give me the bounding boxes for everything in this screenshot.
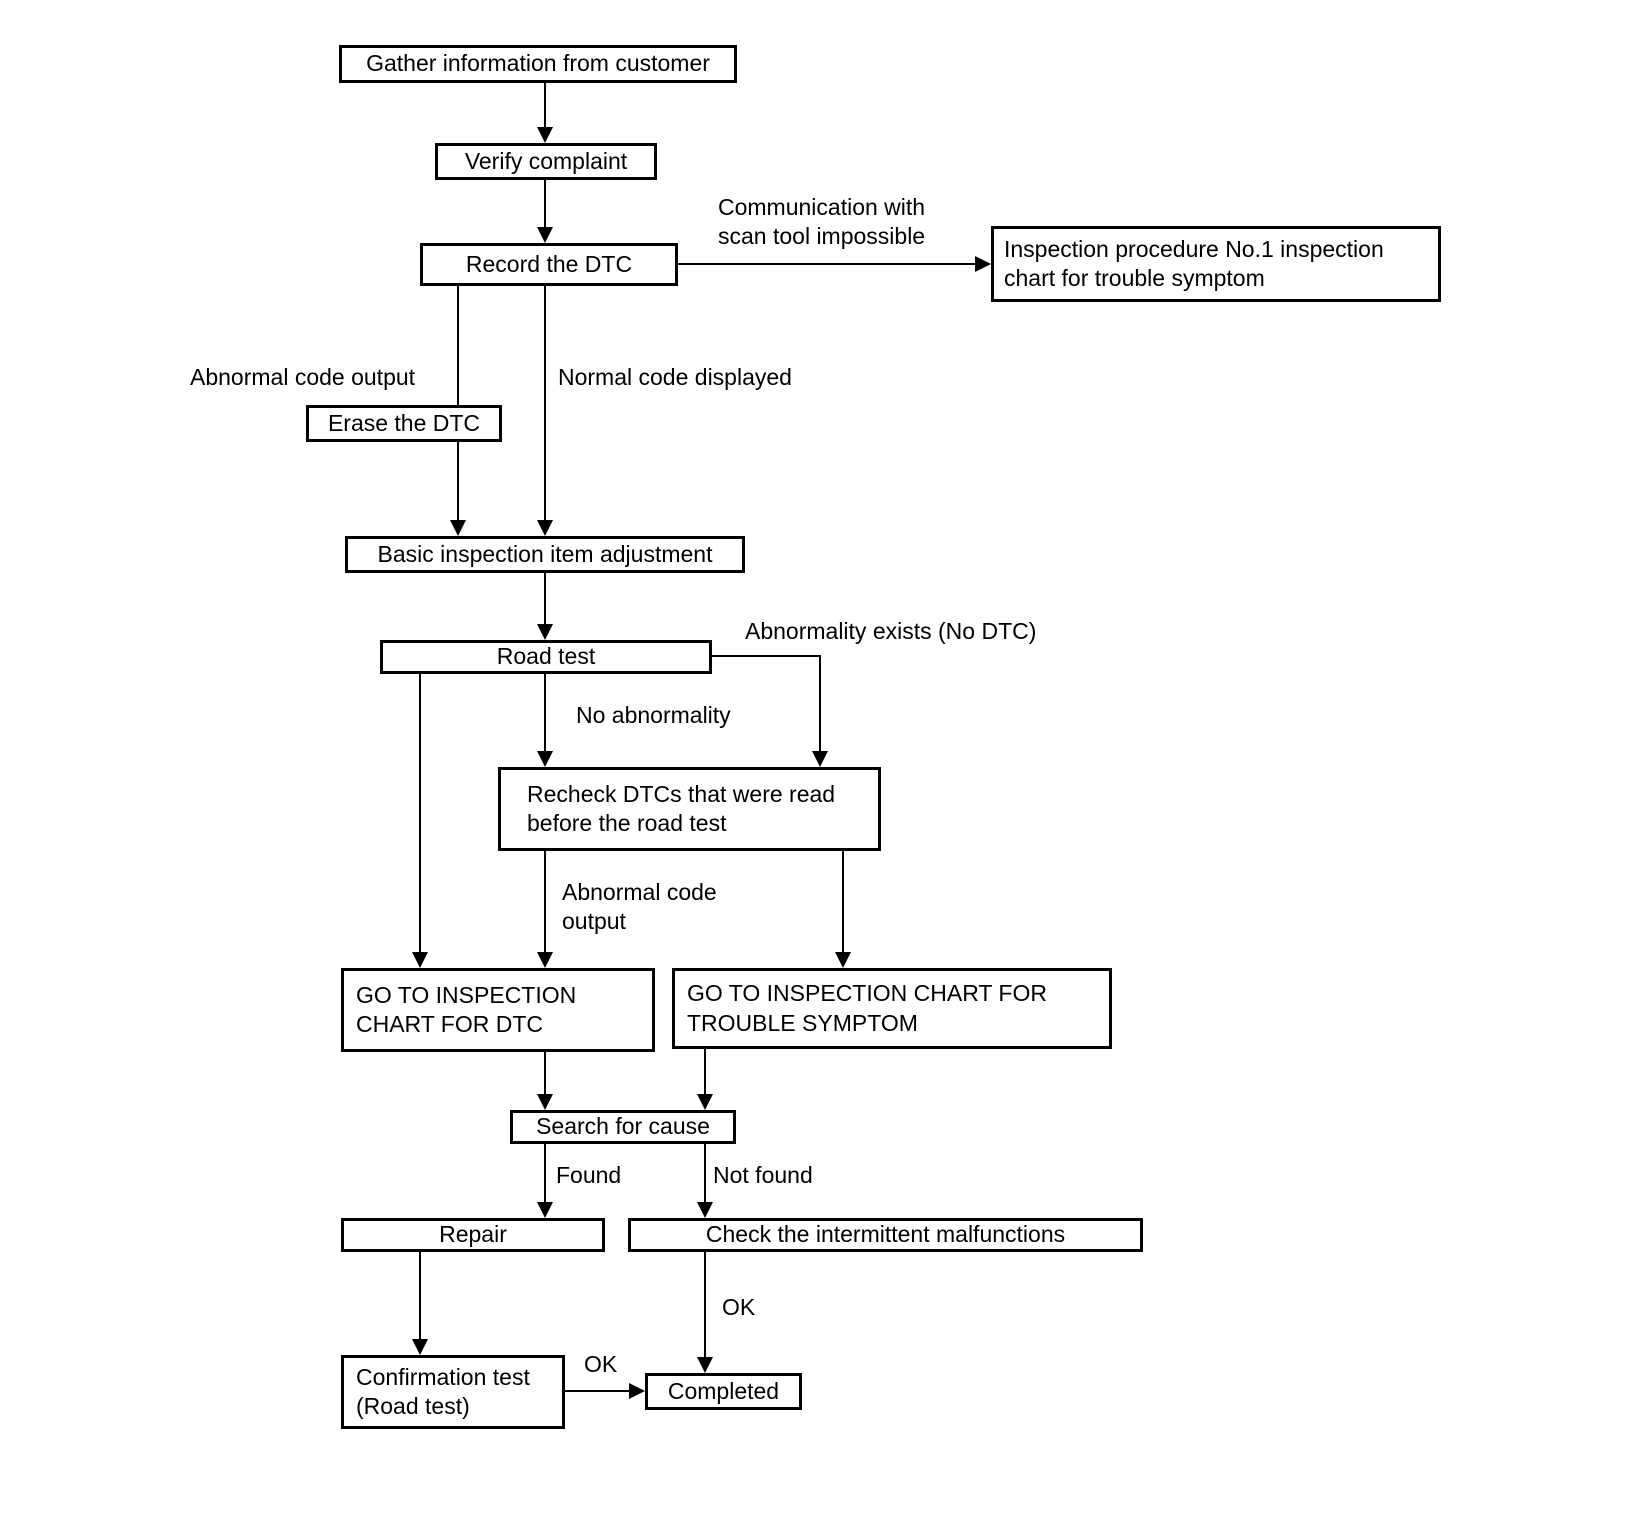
- node-chart-for-dtc: GO TO INSPECTION CHART FOR DTC: [341, 968, 655, 1052]
- arrowhead-into-record: [537, 227, 553, 243]
- node-gather-information: Gather information from customer: [339, 45, 737, 83]
- arrowhead-into-chartdtc-left: [412, 952, 428, 968]
- connector-intermittent-completed: [704, 1252, 706, 1359]
- label-no-abnormality: No abnormality: [576, 702, 731, 728]
- label-normal-code-displayed: Normal code displayed: [558, 364, 792, 390]
- connector-record-erase: [457, 286, 459, 405]
- arrowhead-into-chartdtc-center: [537, 952, 553, 968]
- connector-search-repair: [544, 1144, 546, 1204]
- arrowhead-into-search-right: [697, 1094, 713, 1110]
- node-recheck-dtcs: Recheck DTCs that were read before the road test: [498, 767, 881, 851]
- connector-recheck-chartdtc: [544, 851, 546, 954]
- label-ok-confirmation: OK: [584, 1351, 618, 1377]
- connector-verify-record: [544, 180, 546, 229]
- label-not-found: Not found: [713, 1162, 813, 1188]
- arrowhead-into-completed-left: [629, 1383, 645, 1399]
- arrowhead-into-completed-top: [697, 1357, 713, 1373]
- arrowhead-into-inspection: [975, 256, 991, 272]
- arrowhead-into-chartsymptom: [835, 952, 851, 968]
- arrowhead-into-recheck-center: [537, 751, 553, 767]
- connector-basic-roadtest: [544, 573, 546, 626]
- arrowhead-into-roadtest: [537, 624, 553, 640]
- connector-gather-verify: [544, 83, 546, 129]
- connector-record-inspection: [678, 263, 975, 265]
- node-chart-for-trouble-symptom: GO TO INSPECTION CHART FOR TROUBLE SYMPTOM: [672, 968, 1112, 1049]
- connector-chartdtc-search: [544, 1052, 546, 1096]
- connector-roadtest-recheck: [544, 674, 546, 753]
- node-check-intermittent: Check the intermittent malfunctions: [628, 1218, 1143, 1252]
- connector-chartsymptom-search: [704, 1049, 706, 1096]
- label-communication-impossible: Communication with scan tool impossible: [718, 194, 926, 249]
- arrowhead-into-recheck-right: [812, 751, 828, 767]
- connector-record-basic: [544, 286, 546, 522]
- node-erase-dtc: Erase the DTC: [306, 405, 502, 442]
- label-found: Found: [556, 1162, 622, 1188]
- node-basic-inspection: Basic inspection item adjustment: [345, 536, 745, 573]
- arrowhead-into-intermittent: [697, 1202, 713, 1218]
- connector-roadtest-right-v: [819, 655, 821, 753]
- label-abnormal-code-output: Abnormal code output: [190, 364, 416, 390]
- connector-roadtest-chartdtc: [419, 674, 421, 954]
- label-abnormal-code-output-2: Abnormal code output: [562, 879, 717, 934]
- label-abnormality-exists: Abnormality exists (No DTC): [745, 618, 1037, 644]
- node-inspection-procedure-no1: Inspection procedure No.1 inspection chart for trouble symptom: [991, 226, 1441, 302]
- node-verify-complaint: Verify complaint: [435, 143, 657, 180]
- arrowhead-into-search-left: [537, 1094, 553, 1110]
- connector-recheck-chartsymptom: [842, 851, 844, 954]
- connector-search-intermittent: [704, 1144, 706, 1204]
- node-road-test: Road test: [380, 640, 712, 674]
- connector-repair-confirmation: [419, 1252, 421, 1341]
- connector-confirmation-completed: [565, 1390, 629, 1392]
- node-record-dtc: Record the DTC: [420, 243, 678, 286]
- connector-erase-basic: [457, 442, 459, 522]
- arrowhead-into-confirmation: [412, 1339, 428, 1355]
- node-completed: Completed: [645, 1373, 802, 1410]
- arrowhead-into-basic-left: [450, 520, 466, 536]
- arrowhead-into-verify: [537, 127, 553, 143]
- node-confirmation-test: Confirmation test (Road test): [341, 1355, 565, 1429]
- node-repair: Repair: [341, 1218, 605, 1252]
- arrowhead-into-repair: [537, 1202, 553, 1218]
- connector-roadtest-right-h: [712, 655, 820, 657]
- label-ok-intermittent: OK: [722, 1294, 756, 1320]
- node-search-for-cause: Search for cause: [510, 1110, 736, 1144]
- arrowhead-into-basic-right: [537, 520, 553, 536]
